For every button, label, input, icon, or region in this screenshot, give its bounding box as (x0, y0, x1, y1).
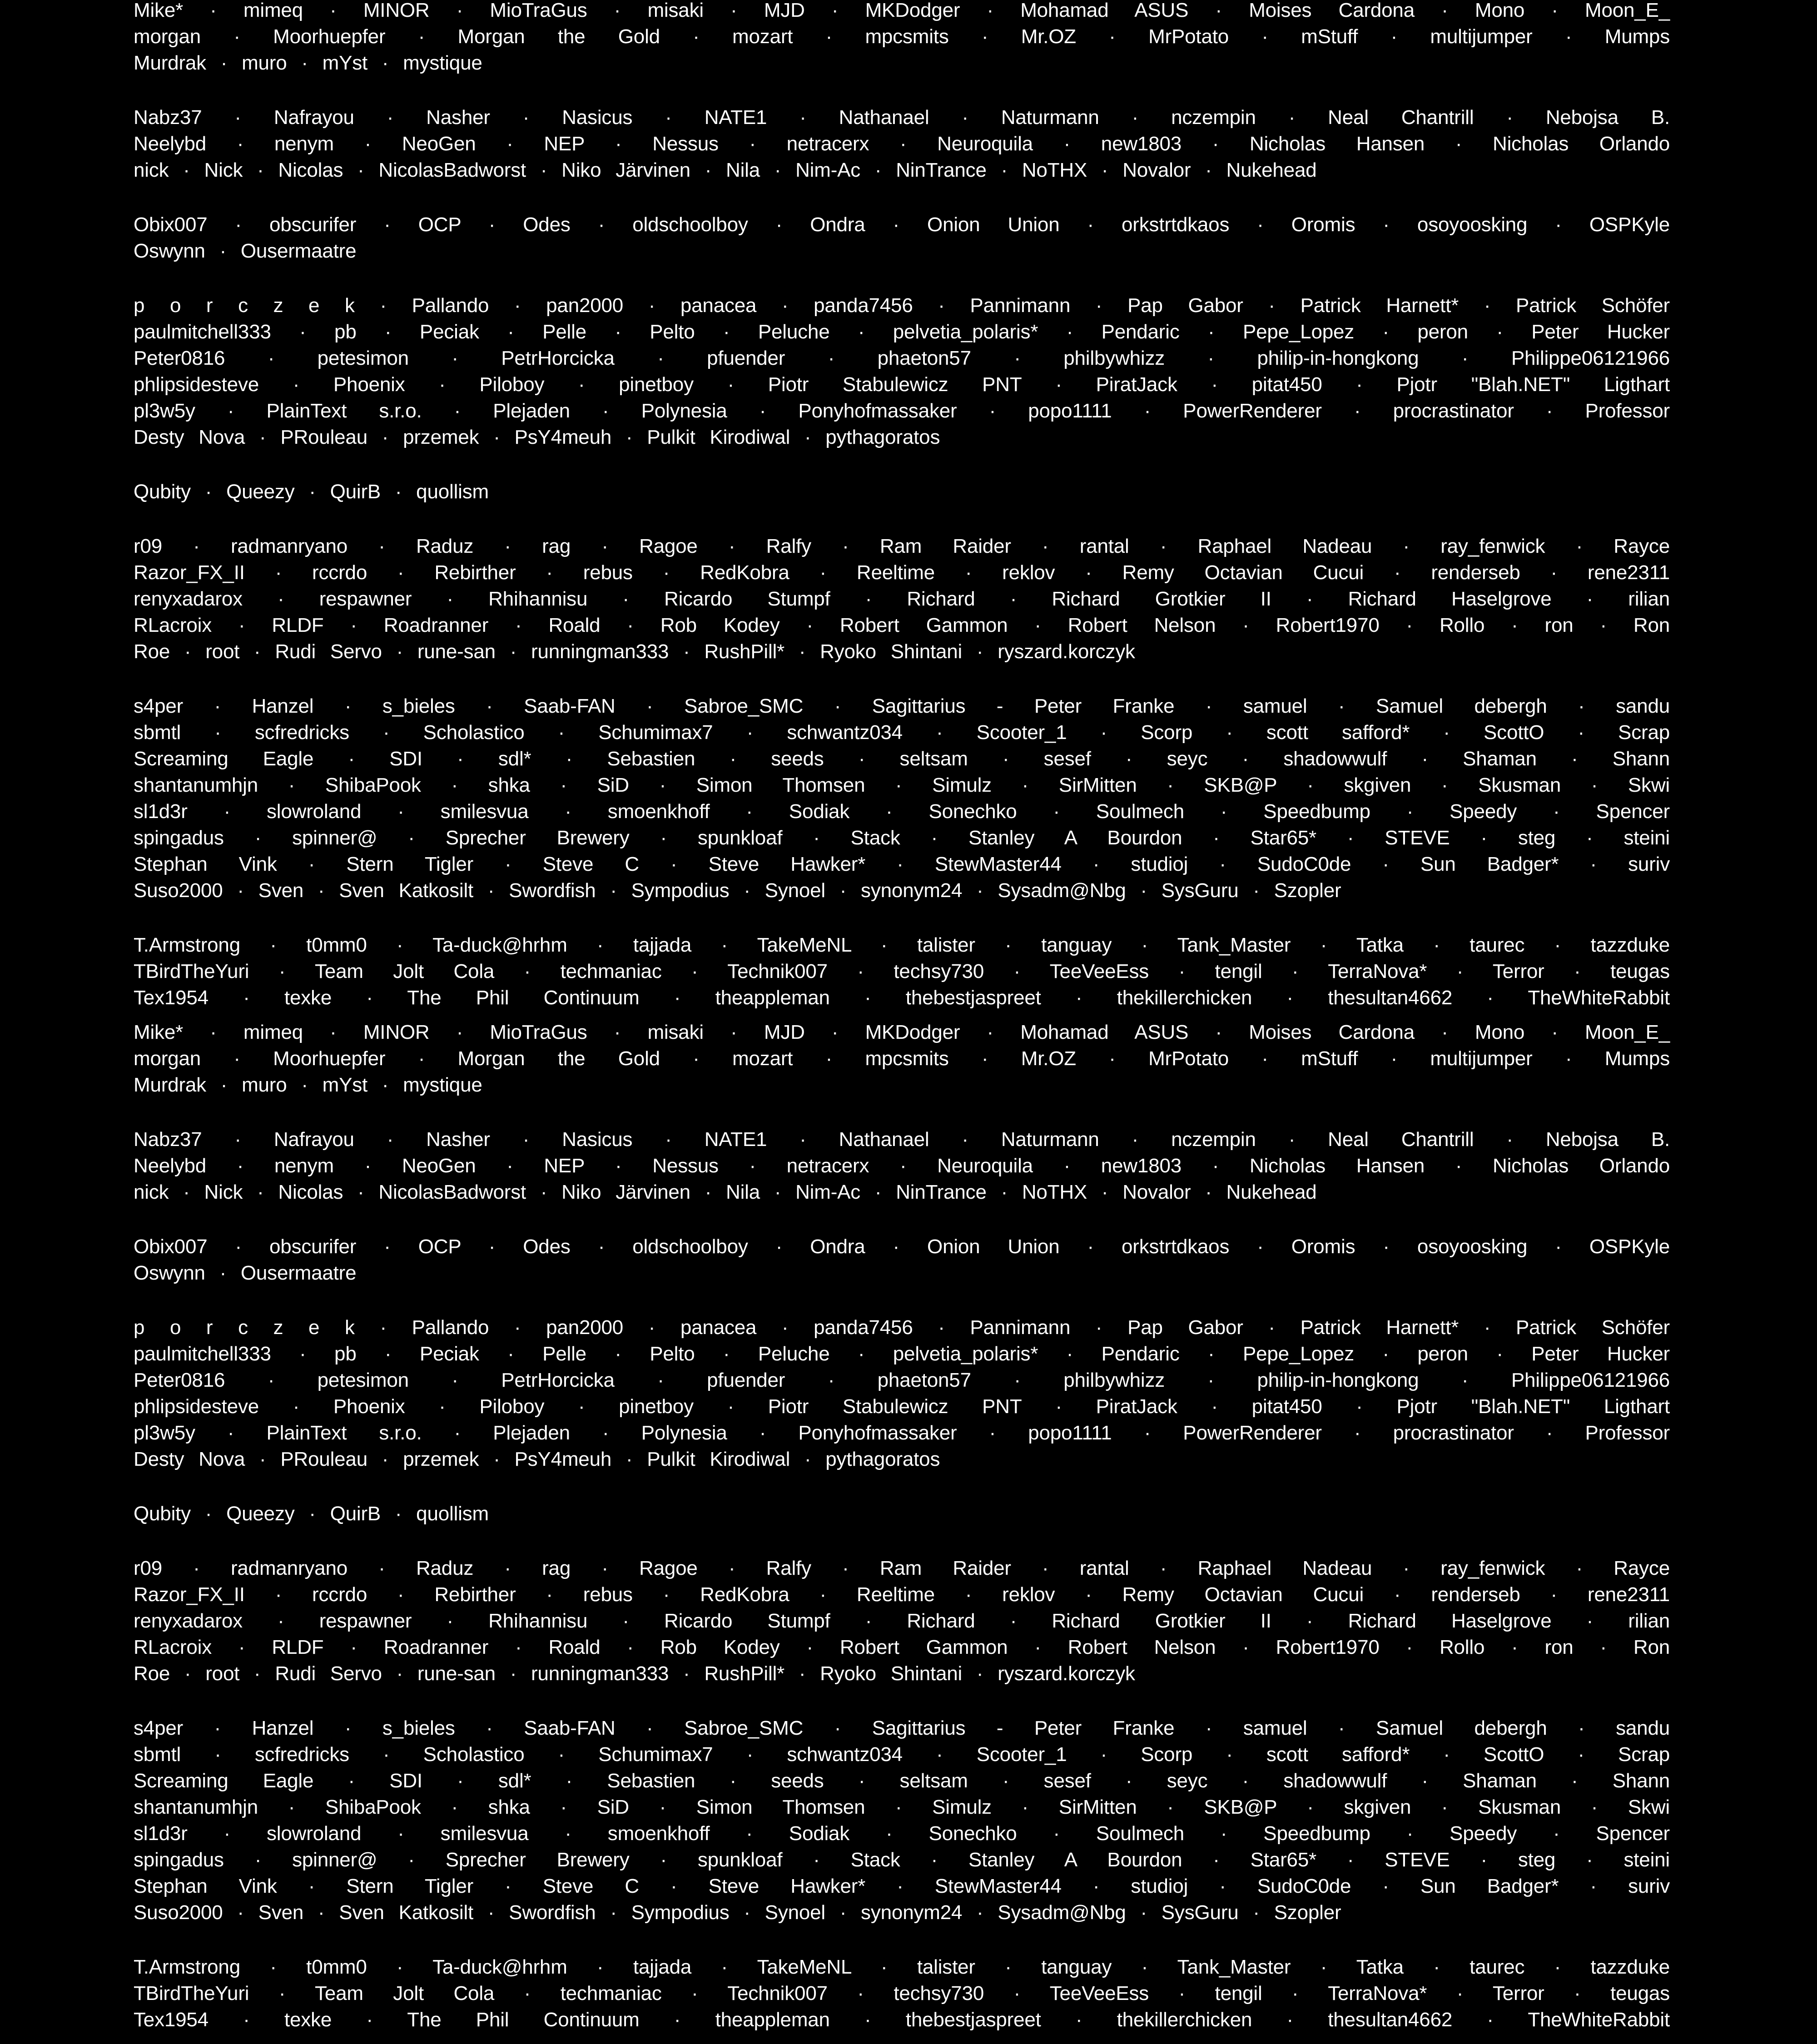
credits-line: Razor_FX_II · rccrdo · Rebirther · rebus · RedKobra · Reeltime · reklov · Remy Octavian Cucui · renderseb · rene2311 (134, 561, 1670, 584)
credits-line: renyxadarox · respawner · Rhihannisu · Ricardo Stumpf · Richard · Richard Grotkier II · Richard Haselgrove · rilian (134, 1610, 1670, 1632)
credits-line: Screaming Eagle · SDI · sdl* · Sebastien · seeds · seltsam · sesef · seyc · shadowwulf · Shaman · Shann (134, 748, 1670, 770)
credits-line: Screaming Eagle · SDI · sdl* · Sebastien · seeds · seltsam · sesef · seyc · shadowwulf · Shaman · Shann (134, 1770, 1670, 1792)
credits-line: Obix007 · obscurifer · OCP · Odes · oldschoolboy · Ondra · Onion Union · orkstrtdkaos · Oromis · osoyoosking · OSPKyle (134, 1235, 1670, 1258)
credits-line: p o r c z e k · Pallando · pan2000 · panacea · panda7456 · Pannimann · Pap Gabor · Patrick Harnett* · Patrick Schöfer (134, 1316, 1670, 1339)
credits-line: Qubity · Queezy · QuirB · quollism (134, 1503, 489, 1525)
credits-line: paulmitchell333 · pb · Peciak · Pelle · Pelto · Peluche · pelvetia_polaris* · Pendaric · Pepe_Lopez · peron · Peter Hucker (134, 321, 1670, 343)
credits-paragraph-n (134, 104, 1670, 184)
credits-paragraph-r (134, 533, 1670, 665)
credits-line: renyxadarox · respawner · Rhihannisu · Ricardo Stumpf · Richard · Richard Grotkier II · Richard Haselgrove · rilian (134, 588, 1670, 610)
credits-line: Desty Nova · PRouleau · przemek · PsY4meuh · Pulkit Kirodiwal · pythagoratos (134, 1448, 940, 1470)
credits-line: morgan · Moorhuepfer · Morgan the Gold · mozart · mpcsmits · Mr.OZ · MrPotato · mStuff · multijumper · Mumps (134, 1047, 1670, 1070)
credits-line: nick · Nick · Nicolas · NicolasBadworst · Niko Järvinen · Nila · Nim-Ac · NinTrance · NoTHX · Novalor · Nukehead (134, 159, 1317, 181)
credits-line: pl3w5y · PlainText s.r.o. · Plejaden · Polynesia · Ponyhofmassaker · popo1111 · PowerRenderer · procrastinator · Professor (134, 400, 1670, 422)
credits-line: s4per · Hanzel · s_bieles · Saab-FAN · Sabroe_SMC · Sagittarius - Peter Franke · samuel · Samuel debergh · sandu (134, 695, 1670, 717)
credits-paragraph-q (134, 479, 1670, 505)
credits-line: Qubity · Queezy · QuirB · quollism (134, 481, 489, 503)
credits-line: T.Armstrong · t0mm0 · Ta-duck@hrhm · tajjada · TakeMeNL · talister · tanguay · Tank_Master · Tatka · taurec · tazzduke (134, 934, 1670, 956)
credits-line: nick · Nick · Nicolas · NicolasBadworst · Niko Järvinen · Nila · Nim-Ac · NinTrance · NoTHX · Novalor · Nukehead (134, 1181, 1317, 1203)
credits-line: pl3w5y · PlainText s.r.o. · Plejaden · Polynesia · Ponyhofmassaker · popo1111 · PowerRenderer · procrastinator · Professor (134, 1422, 1670, 1444)
credits-line: Obix007 · obscurifer · OCP · Odes · oldschoolboy · Ondra · Onion Union · orkstrtdkaos · Oromis · osoyoosking · OSPKyle (134, 213, 1670, 236)
credits-line: TBirdTheYuri · Team Jolt Cola · techmaniac · Technik007 · techsy730 · TeeVeeEss · tengil · TerraNova* · Terror · teugas (134, 960, 1670, 982)
credits-tile-bottom (0, 1022, 1817, 2044)
credits-line: phlipsidesteve · Phoenix · Piloboy · pinetboy · Piotr Stabulewicz PNT · PiratJack · pitat450 · Pjotr "Blah.NET" Ligthart (134, 373, 1670, 396)
credits-line: spingadus · spinner@ · Sprecher Brewery · spunkloaf · Stack · Stanley A Bourdon · Star65* · STEVE · steg · steini (134, 827, 1670, 849)
credits-line: Murdrak · muro · mYst · mystique (134, 52, 482, 74)
credits-line: r09 · radmanryano · Raduz · rag · Ragoe · Ralfy · Ram Raider · rantal · Raphael Nadeau · ray_fenwick · Rayce (134, 1557, 1670, 1579)
credits-paragraph-t (134, 932, 1670, 1011)
credits-line: Mike* · mimeq · MINOR · MioTraGus · misaki · MJD · MKDodger · Mohamad ASUS · Moises Cardona · Mono · Moon_E_ (134, 0, 1670, 21)
credits-line: Suso2000 · Sven · Sven Katkosilt · Swordfish · Sympodius · Synoel · synonym24 · Sysadm@Nbg · SysGuru · Szopler (134, 879, 1341, 902)
credits-line: RLacroix · RLDF · Roadranner · Roald · Rob Kodey · Robert Gammon · Robert Nelson · Robert1970 · Rollo · ron · Ron (134, 614, 1670, 636)
credits-paragraph-p (134, 1315, 1670, 1473)
credits-line: shantanumhjn · ShibaPook · shka · SiD · Simon Thomsen · Simulz · SirMitten · SKB@P · skgiven · Skusman · Skwi (134, 1796, 1670, 1818)
credits-line: sl1d3r · slowroland · smilesvua · smoenkhoff · Sodiak · Sonechko · Soulmech · Speedbump · Speedy · Spencer (134, 1822, 1670, 1845)
credits-line: shantanumhjn · ShibaPook · shka · SiD · Simon Thomsen · Simulz · SirMitten · SKB@P · skgiven · Skusman · Skwi (134, 774, 1670, 796)
credits-line: Peter0816 · petesimon · PetrHorcicka · pfuender · phaeton57 · philbywhizz · philip-in-hongkong · Philippe06121966 (134, 347, 1670, 369)
credits-paragraph-s (134, 1715, 1670, 1926)
credits-paragraph-o (134, 212, 1670, 264)
credits-line: Neelybd · nenym · NeoGen · NEP · Nessus · netracerx · Neuroquila · new1803 · Nicholas Hansen · Nicholas Orlando (134, 133, 1670, 155)
credits-line: TBirdTheYuri · Team Jolt Cola · techmaniac · Technik007 · techsy730 · TeeVeeEss · tengil · TerraNova* · Terror · teugas (134, 1982, 1670, 2004)
credits-line: s4per · Hanzel · s_bieles · Saab-FAN · Sabroe_SMC · Sagittarius - Peter Franke · samuel · Samuel debergh · sandu (134, 1717, 1670, 1739)
credits-line: morgan · Moorhuepfer · Morgan the Gold · mozart · mpcsmits · Mr.OZ · MrPotato · mStuff · multijumper · Mumps (134, 25, 1670, 48)
credits-line: sbmtl · scfredricks · Scholastico · Schumimax7 · schwantz034 · Scooter_1 · Scorp · scott safford* · ScottO · Scrap (134, 721, 1670, 744)
credits-line: Mike* · mimeq · MINOR · MioTraGus · misaki · MJD · MKDodger · Mohamad ASUS · Moises Cardona · Mono · Moon_E_ (134, 1022, 1670, 1043)
credits-line: Roe · root · Rudi Servo · rune-san · runningman333 · RushPill* · Ryoko Shintani · ryszard.korczyk (134, 640, 1135, 663)
credits-paragraph-s (134, 693, 1670, 904)
credits-line: Razor_FX_II · rccrdo · Rebirther · rebus · RedKobra · Reeltime · reklov · Remy Octavian Cucui · renderseb · rene2311 (134, 1583, 1670, 1606)
credits-line: Tex1954 · texke · The Phil Continuum · theappleman · thebestjaspreet · thekillerchicken · thesultan4662 · TheWhiteRabbit (134, 2009, 1670, 2031)
credits-paragraph-t (134, 1954, 1670, 2033)
credits-line: Suso2000 · Sven · Sven Katkosilt · Swordfish · Sympodius · Synoel · synonym24 · Sysadm@Nbg · SysGuru · Szopler (134, 1901, 1341, 1924)
credits-line: Oswynn · Ousermaatre (134, 240, 357, 262)
credits-paragraph-r (134, 1555, 1670, 1687)
credits-paragraph-m (134, 1022, 1670, 1098)
credits-line: sbmtl · scfredricks · Scholastico · Schumimax7 · schwantz034 · Scooter_1 · Scorp · scott safford* · ScottO · Scrap (134, 1743, 1670, 1766)
credits-line: Oswynn · Ousermaatre (134, 1262, 357, 1284)
credits-line: Nabz37 · Nafrayou · Nasher · Nasicus · NATE1 · Nathanael · Naturmann · nczempin · Neal Chantrill · Nebojsa B. (134, 106, 1670, 129)
credits-paragraph-p (134, 293, 1670, 451)
credits-line: Murdrak · muro · mYst · mystique (134, 1074, 482, 1096)
credits-line: Peter0816 · petesimon · PetrHorcicka · pfuender · phaeton57 · philbywhizz · philip-in-hongkong · Philippe06121966 (134, 1369, 1670, 1391)
credits-line: sl1d3r · slowroland · smilesvua · smoenkhoff · Sodiak · Sonechko · Soulmech · Speedbump · Speedy · Spencer (134, 800, 1670, 823)
credits-paragraph-o (134, 1234, 1670, 1286)
credits-line: phlipsidesteve · Phoenix · Piloboy · pinetboy · Piotr Stabulewicz PNT · PiratJack · pitat450 · Pjotr "Blah.NET" Ligthart (134, 1395, 1670, 1418)
credits-line: Stephan Vink · Stern Tigler · Steve C · Steve Hawker* · StewMaster44 · studioj · SudoC0de · Sun Badger* · suriv (134, 1875, 1670, 1897)
credits-line: Stephan Vink · Stern Tigler · Steve C · Steve Hawker* · StewMaster44 · studioj · SudoC0de · Sun Badger* · suriv (134, 853, 1670, 875)
credits-paragraph-q (134, 1501, 1670, 1527)
credits-line: Desty Nova · PRouleau · przemek · PsY4meuh · Pulkit Kirodiwal · pythagoratos (134, 426, 940, 448)
credits-line: RLacroix · RLDF · Roadranner · Roald · Rob Kodey · Robert Gammon · Robert Nelson · Robert1970 · Rollo · ron · Ron (134, 1636, 1670, 1658)
credits-line: Neelybd · nenym · NeoGen · NEP · Nessus · netracerx · Neuroquila · new1803 · Nicholas Hansen · Nicholas Orlando (134, 1155, 1670, 1177)
credits-line: Roe · root · Rudi Servo · rune-san · runningman333 · RushPill* · Ryoko Shintani · ryszard.korczyk (134, 1662, 1135, 1685)
credits-line: spingadus · spinner@ · Sprecher Brewery · spunkloaf · Stack · Stanley A Bourdon · Star65* · STEVE · steg · steini (134, 1849, 1670, 1871)
credits-line: p o r c z e k · Pallando · pan2000 · panacea · panda7456 · Pannimann · Pap Gabor · Patrick Harnett* · Patrick Schöfer (134, 294, 1670, 317)
credits-line: paulmitchell333 · pb · Peciak · Pelle · Pelto · Peluche · pelvetia_polaris* · Pendaric · Pepe_Lopez · peron · Peter Hucker (134, 1343, 1670, 1365)
credits-line: T.Armstrong · t0mm0 · Ta-duck@hrhm · tajjada · TakeMeNL · talister · tanguay · Tank_Master · Tatka · taurec · tazzduke (134, 1956, 1670, 1978)
credits-paragraph-n (134, 1126, 1670, 1206)
credits-line: r09 · radmanryano · Raduz · rag · Ragoe · Ralfy · Ram Raider · rantal · Raphael Nadeau · ray_fenwick · Rayce (134, 535, 1670, 557)
credits-paragraph-m (134, 0, 1670, 76)
credits-line: Nabz37 · Nafrayou · Nasher · Nasicus · NATE1 · Nathanael · Naturmann · nczempin · Neal Chantrill · Nebojsa B. (134, 1128, 1670, 1151)
credits-line: Tex1954 · texke · The Phil Continuum · theappleman · thebestjaspreet · thekillerchicken · thesultan4662 · TheWhiteRabbit (134, 987, 1670, 1009)
